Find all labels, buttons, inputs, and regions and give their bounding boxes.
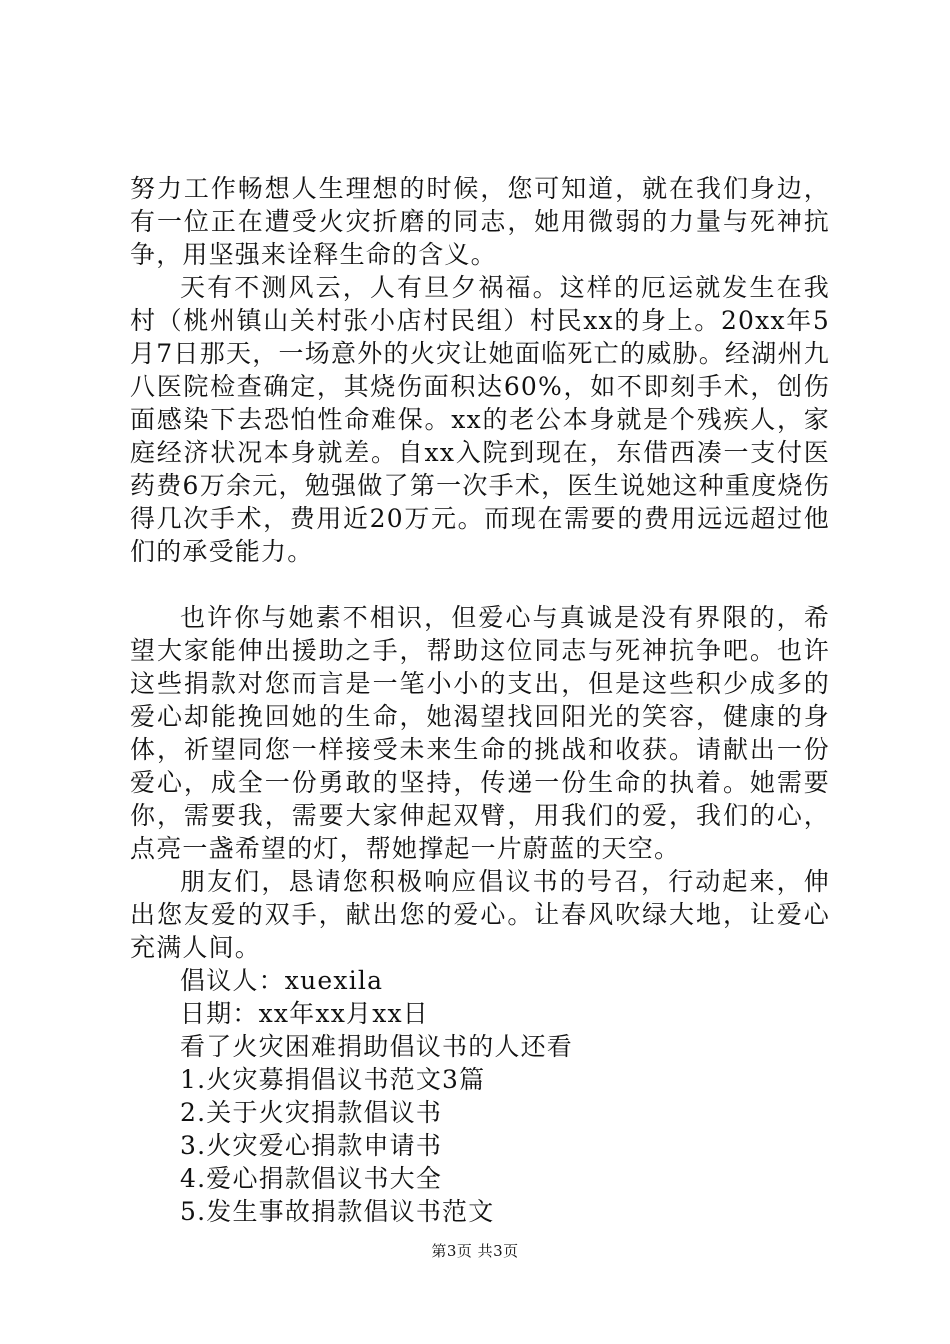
related-item[interactable]: 2.关于火灾捐款倡议书: [180, 1098, 443, 1127]
related-item[interactable]: 4.爱心捐款倡议书大全: [180, 1164, 443, 1193]
related-item[interactable]: 5.发生事故捐款倡议书范文: [180, 1197, 495, 1226]
related-item[interactable]: 3.火灾爱心捐款申请书: [180, 1131, 443, 1160]
related-item[interactable]: 1.火灾募捐倡议书范文3篇: [180, 1065, 486, 1094]
paragraph-incident: 天有不测风云，人有旦夕祸福。这样的厄运就发生在我村（桃州镇山关村张小店村民组）村民xx的身上。20xx年5月7日那天，一场意外的火灾让她面临死亡的威胁。经湖州九八医院检查确定，其烧伤面积达60%，如不即刻手术，创伤面感染下去恐怕性命难保。xx的老公本身就是个残疾人，家庭经济状况本身就差。自xx入院到现在，东借西凑一支付医药费6万余元，勉强做了第一次手术，医生说她这种重度烧伤得几次手术，费用近20万元。而现在需要的费用远远超过他们的承受能力。: [130, 273, 830, 566]
page-number: 第3页 共3页: [431, 1242, 519, 1260]
initiator-line: 倡议人：xuexila: [180, 966, 384, 995]
document-body: [130, 172, 830, 1228]
related-heading: 看了火灾困难捐助倡议书的人还看: [180, 1032, 574, 1061]
paragraph-intro: 努力工作畅想人生理想的时候，您可知道，就在我们身边，有一位正在遭受火灾折磨的同志，她用微弱的力量与死神抗争，用坚强来诠释生命的含义。: [130, 174, 830, 269]
date-line: 日期：xx年xx月xx日: [180, 999, 429, 1028]
page-footer: [0, 1240, 950, 1261]
paragraph-appeal: 也许你与她素不相识，但爱心与真诚是没有界限的，希望大家能伸出援助之手，帮助这位同志与死神抗争吧。也许这些捐款对您而言是一笔小小的支出，但是这些积少成多的爱心却能挽回她的生命，她渴望找回阳光的笑容，健康的身体，祈望同您一样接受未来生命的挑战和收获。请献出一份爱心，成全一份勇敢的坚持，传递一份生命的执着。她需要你，需要我，需要大家伸起双臂，用我们的爱，我们的心，点亮一盏希望的灯，帮她撑起一片蔚蓝的天空。: [130, 603, 830, 863]
paragraph-call-to-action: 朋友们，恳请您积极响应倡议书的号召，行动起来，伸出您友爱的双手，献出您的爱心。让春风吹绿大地，让爱心充满人间。: [130, 867, 830, 962]
